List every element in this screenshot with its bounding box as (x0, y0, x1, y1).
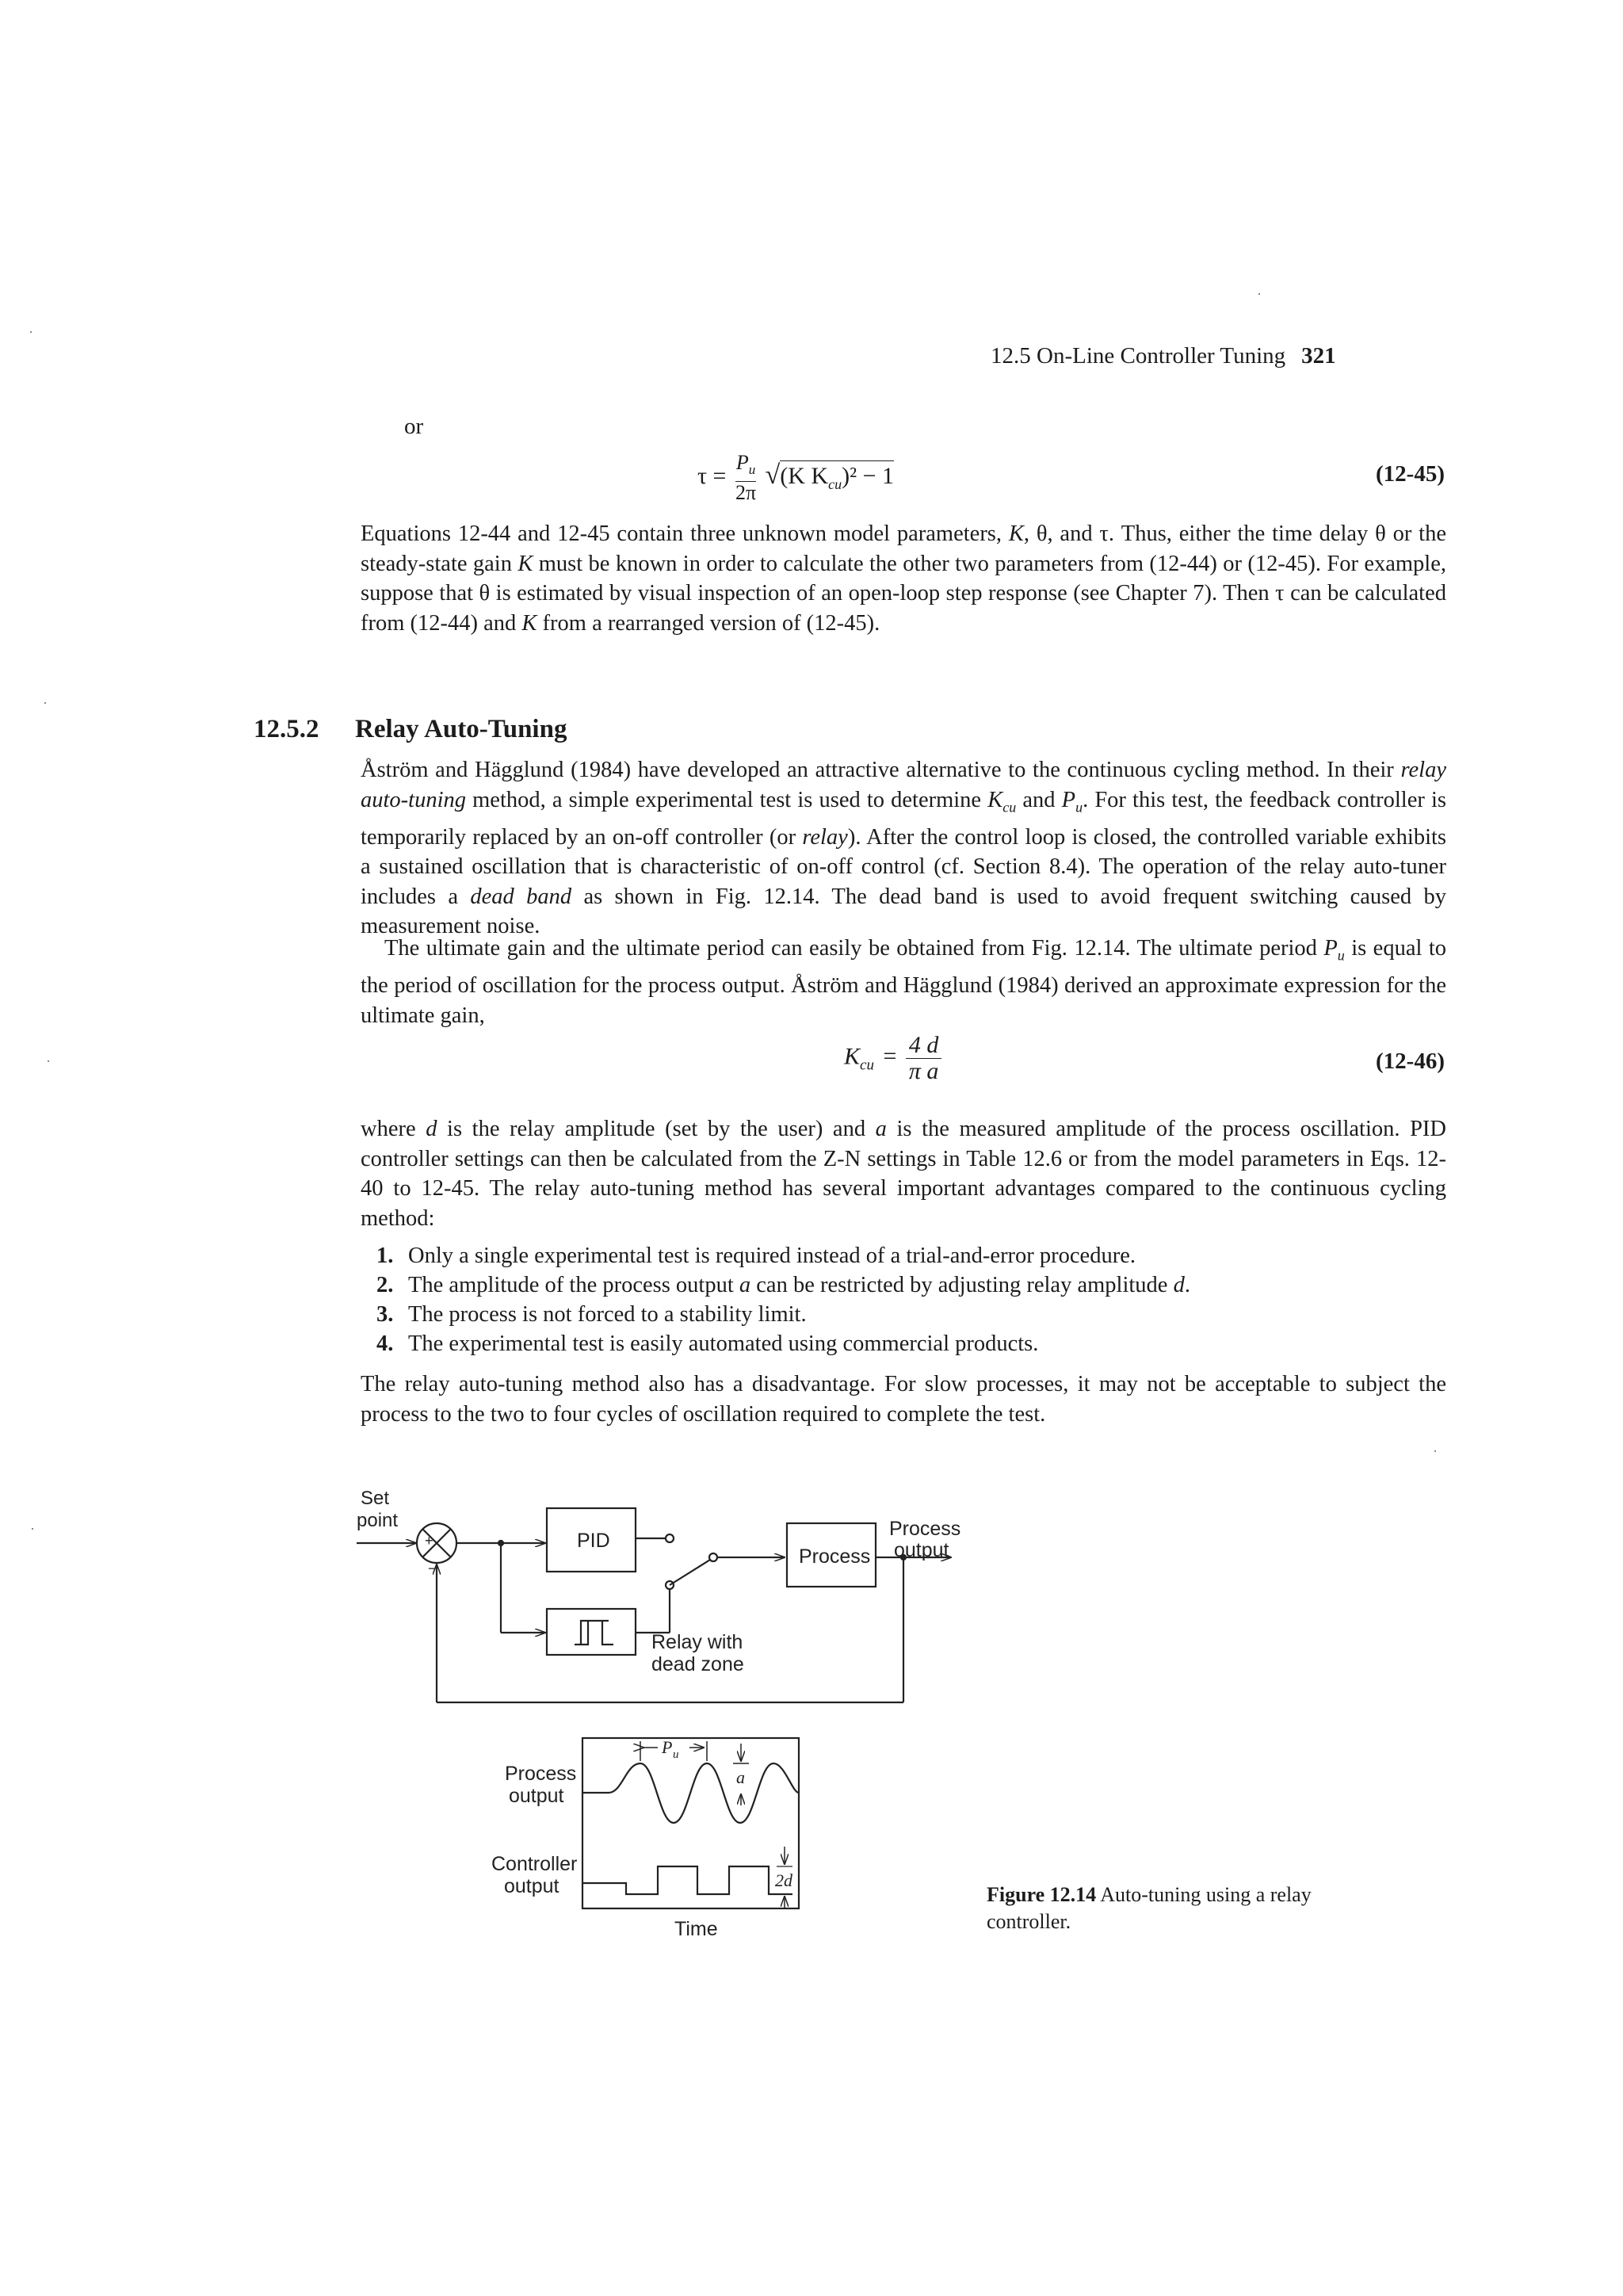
list-item: 1. Only a single experimental test is required instead of a trial-and-error procedure. (376, 1244, 1136, 1268)
scan-speck (48, 1060, 49, 1062)
equation-number-12-45: (12-45) (1376, 461, 1445, 487)
section-title: Relay Auto-Tuning (355, 715, 567, 743)
equation-12-46: $K_{cu}$ = $\frac{4 d}{\text{π a}}$ (844, 1033, 941, 1084)
wave-process-label: Process (505, 1763, 577, 1785)
pu-label: P (662, 1737, 673, 1757)
scan-speck (30, 331, 32, 333)
process-output-label: Process (889, 1518, 961, 1540)
process-output-label-2: output (894, 1539, 949, 1561)
page-number: 321 (1301, 343, 1336, 369)
setpoint-label-2: point (357, 1510, 399, 1531)
figure-caption: Figure 12.14 Auto-tuning using a relay controller. (987, 1883, 1312, 1933)
or-word: or (404, 414, 424, 439)
paragraph-ultimate-gain: The ultimate gain and the ultimate period can easily be obtained from Fig. 12.14. The ultimate period $P_u$ is equal to the period of oscillation for the process output. Åström and Hägglund (1984) derived an approximate expression for the ultimate gain, (361, 936, 1446, 1028)
scan-speck (1258, 293, 1260, 295)
equation-number-12-46: (12-46) (1376, 1049, 1445, 1074)
list-item: 4. The experimental test is easily automated using commercial products. (376, 1331, 1039, 1356)
running-head-section: 12.5 On-Line Controller Tuning (991, 343, 1286, 369)
wave-process-label-2: output (509, 1785, 564, 1807)
relay-block (547, 1609, 636, 1655)
pu-sub: u (673, 1748, 679, 1761)
paragraph-relay-amplitude: where d is the relay amplitude (set by the user) and a is the measured amplitude of the process oscillation. PID controller settings can then be calculated from the Z-N settings in Table 12.6 or from the model parameters in Eqs. 12-40 to 12-45. The relay auto-tuning method has several important advantages compared to the continuous cycling method: (361, 1117, 1446, 1231)
scan-speck (44, 702, 46, 704)
two-d-label: 2d (775, 1870, 792, 1890)
paragraph-relay-intro: Åström and Hägglund (1984) have developed an attractive alternative to the continuous cycling method. In their relay auto-tuning method, a simple experimental test is used to determine $K_{cu}$ and $P_u$. For this test, the feedback controller is temporarily replaced by an on-off controller (or relay). After the control loop is closed, the controlled variable exhibits a sustained oscillation that is characteristic of on-off control (cf. Section 8.4). The operation of the relay auto-tuner includes a dead band as shown in Fig. 12.14. The dead band is used to avoid frequent switching caused by measurement noise. (361, 758, 1446, 939)
section-number: 12.5.2 (254, 715, 319, 743)
controller-output-wave (582, 1866, 792, 1894)
equation-12-45: τ = $\frac{P_u}{2\pi}$ √(K $K_{cu})^2 - 1$ (697, 451, 895, 505)
setpoint-label: Set (361, 1488, 390, 1509)
wave-controller-label: Controller (491, 1853, 578, 1875)
process-block-label: Process (799, 1545, 871, 1568)
list-item: 2. The amplitude of the process output a can be restricted by adjusting relay amplitude d. (376, 1273, 1190, 1297)
pid-label: PID (577, 1530, 610, 1552)
relay-label: Relay with (651, 1631, 743, 1653)
relay-label-2: dead zone (651, 1653, 744, 1675)
process-output-wave (582, 1763, 799, 1823)
time-label: Time (674, 1918, 718, 1940)
wave-controller-label-2: output (504, 1875, 559, 1897)
plus-sign: + (425, 1533, 433, 1549)
scan-speck (1434, 1450, 1436, 1452)
scan-speck (32, 1528, 33, 1530)
minus-sign: − (428, 1561, 437, 1576)
list-item: 3. The process is not forced to a stability limit. (376, 1302, 807, 1327)
switch-blade (670, 1560, 710, 1585)
paragraph-disadvantage: The relay auto-tuning method also has a disadvantage. For slow processes, it may not be acceptable to subject the process to the two to four cycles of oscillation required to complete the test. (361, 1372, 1446, 1427)
a-label: a (736, 1767, 745, 1787)
paragraph-model-parameters: Equations 12-44 and 12-45 contain three unknown model parameters, K, θ, and τ. Thus, either the time delay θ or the steady-state gain K must be known in order to calculate the other two parameters from (12-44) or (12-45). For example, suppose that θ is estimated by visual inspection of an open-loop step response (see Chapter 7). Then τ can be calculated from (12-44) and K from a rearranged version of (12-45). (361, 521, 1446, 636)
